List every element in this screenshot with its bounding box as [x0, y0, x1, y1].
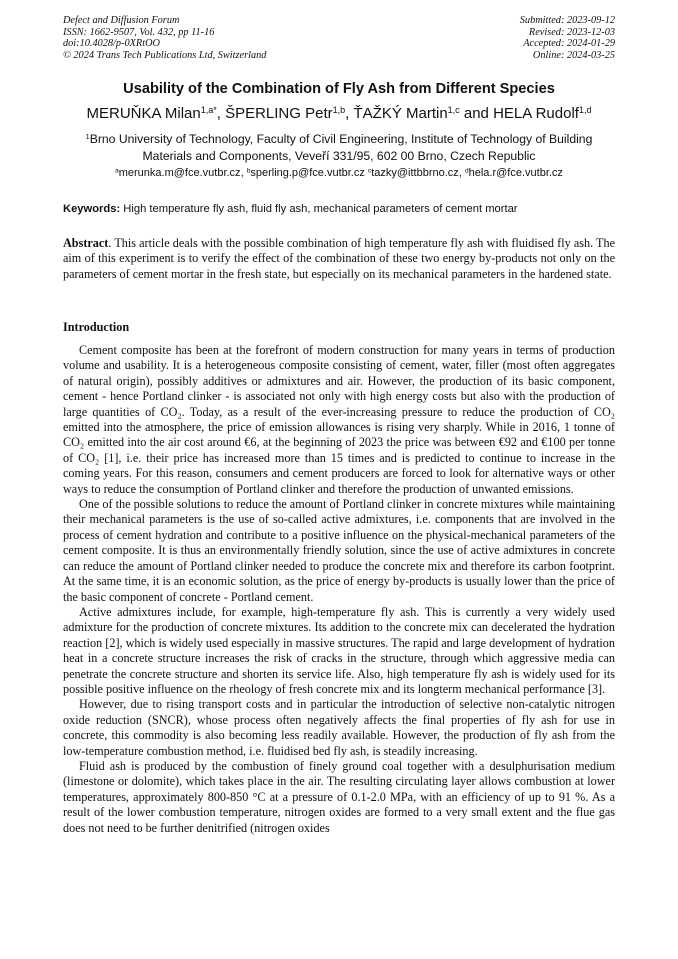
email-address[interactable]: merunka.m@fce.vutbr.cz — [118, 167, 241, 179]
affiliation — [63, 131, 615, 165]
body-paragraph: However, due to rising transport costs and in particular the introduction of selective non-catalytic nitrogen oxide reduction (SNCR), whose process often negatively affects the final properties of fly ash for use in concrete, this commodity is also becoming less readily available. However, the production of fly ash from the low-temperature combustion method, i.e. fluidised bed fly ash, is steadily increasing. — [63, 697, 615, 758]
body-paragraph: Active admixtures include, for example, high-temperature fly ash. This is currently a very widely used admixture for the production of concrete mixtures. Its addition to the concrete mix can decelerated the hydration reaction [2], which is widely used especially in massive structures. The rapid and large development of hydration heat in a concrete structure increases the risk of cracks in the structure, through which aggressive media can penetrate the concrete structure and shorten its service life. Also, high temperature fly ash is widely used for its possible positive influence on the rheology of fresh concrete mix and its longterm mechanical performance [3]. — [63, 604, 615, 696]
email-superscript: b — [246, 167, 251, 175]
abstract-text: . This article deals with the possible combination of high temperature fly ash with fluidised fly ash. The aim of this experiment is to verify the effect of the combination of these two energy by-products not only on the parameters of cement mortar in the fresh state, but especially on its mechanical parameters in the hardened state. — [63, 236, 615, 281]
email-superscript: a — [115, 167, 119, 175]
abstract — [63, 236, 615, 282]
author-and: and — [459, 105, 494, 122]
keywords-label: Keywords: — [63, 203, 121, 215]
online-date: Online: 2024-03-25 — [532, 49, 615, 61]
author-name: ŤAŽKÝ Martin — [353, 105, 448, 122]
author-superscript: 1,d — [578, 105, 592, 116]
author-list — [30, 104, 648, 124]
email-list: $^a$merunka.m@fce.vutbr.cz, $^b$sperling.p@fce.vutbr.cz $^c$tazky@ittbbrno.cz, $^d$hela.r@fce.vutbr.cz — [115, 167, 563, 179]
paper-title: Usability of the Combination of Fly Ash from Different Species — [123, 81, 555, 97]
author-superscript: 1,c — [447, 105, 460, 116]
author-superscript: 1,b — [332, 105, 346, 116]
email-address[interactable]: tazky@ittbbrno.cz — [371, 167, 459, 179]
issn-line: ISSN: 1662-9507, Vol. 432, pp 11-16 — [63, 26, 215, 38]
copyright-line: © 2024 Trans Tech Publications Ltd, Switzerland — [63, 49, 267, 61]
accepted-date: Accepted: 2024-01-29 — [523, 38, 615, 49]
author-separator: , — [216, 105, 226, 122]
abstract-label: Abstract — [63, 236, 109, 250]
author-name: MERUŇKA Milan — [86, 105, 201, 122]
keywords-text: High temperature fly ash, fluid fly ash, mechanical parameters of cement mortar — [120, 203, 518, 215]
email-address[interactable]: sperling.p@fce.vutbr.cz — [250, 167, 365, 179]
email-address[interactable]: hela.r@fce.vutbr.cz — [468, 167, 563, 179]
dates-header — [520, 15, 615, 61]
email-superscript: c — [367, 167, 372, 175]
section-heading-introduction: Introduction — [63, 320, 130, 334]
author-name: ŠPERLING Petr — [225, 105, 333, 122]
keywords — [63, 202, 623, 216]
author-superscript: 1,a* — [200, 105, 217, 116]
body-paragraph: Fluid ash is produced by the combustion of finely ground coal together with a desulphurisation medium (limestone or dolomite), which takes place in the air. The resulting circulating layer allows combustion at lower temperatures, approximately 800-850 °C at a pressure of 0.1-2.0 MPa, with an efficiency of up to 91 %. As a result of the lower combustion temperature, nitrogen oxides are formed to a very small extent and the flue gas does not need to be further denitrified (nitrogen oxides — [63, 758, 615, 835]
introduction-body — [63, 343, 615, 836]
email-superscript: d — [464, 167, 469, 175]
author-separator: , — [345, 105, 354, 122]
body-paragraph: Cement composite has been at the forefront of modern construction for many years in terms of production volume and usability. It is a heterogeneous composite consisting of cement, water, filler (most often aggregates of natural origin), possibly additives or admixtures and air. However, the production of its basic component, cement - hence Portland clinker - is associated not only with high energy costs but also with the production of large quantities of CO₂. Today, as a result of the ever-increasing pressure to reduce the production of CO₂ emitted into the atmosphere, the price of emission allowances is rising very sharply. While in 2016, 1 tonne of CO₂ emitted into the air cost around €6, at the beginning of 2023 the price was between €92 and €100 per tonne of CO₂ [1], i.e. their price has increased more than 15 times and is predicted to continue to increase in the coming years. For this reason, consumers and cement producers are forced to look for alternative ways or other ways to reduce the consumption of Portland clinker and therefore the production of unwanted emissions. — [63, 343, 615, 496]
doi-line: doi:10.4028/p-0XRtOO — [63, 38, 160, 49]
journal-header — [63, 15, 266, 61]
submitted-date: Submitted: 2023-09-12 — [519, 15, 615, 26]
body-paragraph: One of the possible solutions to reduce the amount of Portland clinker in concrete mixtures while maintaining their mechanical parameters is the use of so-called active admixtures, i.e. components that are involved in the process of cement hydration and contribute to a positive influence on the physical-mechanical parameters of the cement composite. It is thus an environmentally friendly solution, since the use of active admixtures in concrete can reduce the amount of Portland clinker needed to produce the concrete mix and therefore its carbon footprint. At the same time, it is an economic solution, as the price of energy by-products is usually lower than the price of the basic component of concrete - Portland cement. — [63, 497, 615, 604]
journal-name: Defect and Diffusion Forum — [63, 15, 180, 26]
affiliation-text: Brno University of Technology, Faculty of Civil Engineering, Institute of Technology of Building Materials and Components, Veveří 331/95, 602 00 Brno, Czech Republic — [89, 132, 593, 163]
author-name: HELA Rudolf — [493, 105, 579, 122]
affiliation-superscript: 1 — [85, 131, 90, 141]
revised-date: Revised: 2023-12-03 — [528, 26, 615, 38]
